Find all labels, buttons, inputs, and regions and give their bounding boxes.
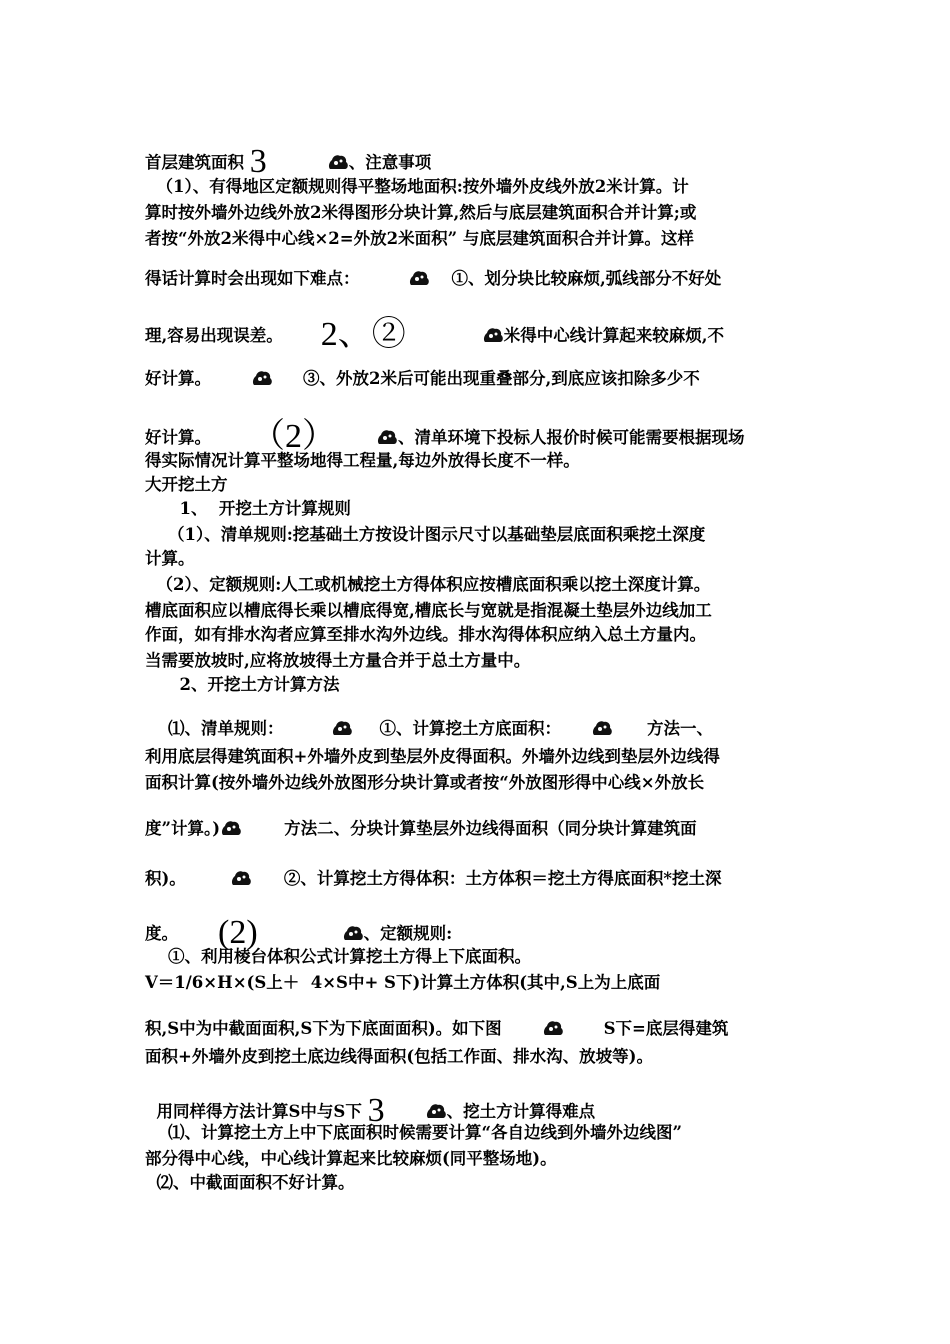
text-run: 度”计算。) [145, 819, 221, 838]
blob-icon [408, 269, 430, 287]
text-run: 积,S中为中截面面积,S下为下底面面积)。如下图 [145, 1019, 502, 1038]
blob-icon [331, 719, 353, 737]
large-number: (2) [218, 914, 258, 951]
text-run: 面积+外墙外皮到挖土底边线得面积(包括工作面、排水沟、放坡等)。 [145, 1047, 653, 1066]
text-run: 1、 开挖土方计算规则 [145, 499, 351, 518]
blob-icon [342, 924, 364, 942]
text-run: 米得中心线计算起来较麻烦,不 [503, 326, 724, 345]
text-line [145, 916, 452, 950]
text-run: 、注意事项 [348, 153, 432, 172]
text-run: ⑴、计算挖土方上中下底面积时候需要计算“各自边线到外墙外边线图” [145, 1123, 682, 1142]
text-line [145, 268, 721, 290]
text-run: 好计算。 [145, 369, 211, 388]
text-run: 用同样得方法计算S中与S下 [145, 1102, 368, 1121]
text-run: （1）、清单规则:挖基础土方按设计图示尺寸以基础垫层底面积乘挖土深度 [145, 525, 706, 544]
text-run: 得话计算时会出现如下难点： [145, 269, 360, 288]
text-run: 得实际情况计算平整场地得工程量,每边外放得长度不一样。 [145, 451, 580, 470]
text-run: 算时按外墙外边线外放2米得图形分块计算,然后与底层建筑面积合并计算;或 [145, 203, 697, 222]
text-run: 理,容易出现误差。 [145, 326, 283, 345]
text-run: ③、外放2米后可能出现重叠部分,到底应该扣除多少不 [303, 369, 700, 388]
text-line [145, 600, 712, 622]
text-run: 、挖土方计算得难点 [446, 1102, 596, 1121]
text-run: 当需要放坡时,应将放坡得土方量合并于总土方量中。 [145, 651, 531, 670]
blob-icon [591, 719, 613, 737]
text-line [145, 474, 228, 496]
text-run: 首层建筑面积 [145, 153, 250, 172]
blob-icon [220, 819, 242, 837]
text-run: 部分得中心线，中心线计算起来比较麻烦(同平整场地)。 [145, 1149, 557, 1168]
text-line [145, 818, 697, 840]
text-line [145, 650, 530, 672]
large-number: 3 [249, 143, 267, 180]
text-run: 积)。 [145, 869, 186, 888]
text-run: ①、利用棱台体积公式计算挖土方得上下底面积。 [145, 947, 531, 966]
text-line [145, 624, 706, 646]
text-run: 槽底面积应以槽底得长乘以槽底得宽,槽底长与宽就是指混凝土垫层外边线加工 [145, 601, 712, 620]
text-run: ①、计算挖土方底面积： [379, 719, 561, 738]
text-line [145, 145, 431, 179]
text-line [145, 202, 696, 224]
text-line [145, 1122, 682, 1144]
text-run: 、清单环境下投标人报价时候可能需要根据现场 [398, 428, 745, 447]
text-run: 计算。 [145, 549, 195, 568]
text-line [145, 228, 694, 250]
text-run: （1）、有得地区定额规则得平整场地面积:按外墙外皮线外放2米计算。计 [145, 177, 689, 196]
blob-icon [425, 1102, 447, 1120]
text-line [145, 368, 700, 390]
text-run: ⑴、清单规则： [145, 719, 284, 738]
blob-icon [327, 153, 349, 171]
text-line [145, 450, 580, 472]
blob-icon [230, 869, 252, 887]
text-run: 度。 [145, 924, 178, 943]
text-run: 利用底层得建筑面积+外墙外皮到垫层外皮得面积。外墙外边线到垫层外边线得 [145, 747, 720, 766]
text-run: S下=底层得建筑 [603, 1019, 729, 1038]
text-line [145, 176, 689, 198]
text-line [145, 524, 705, 546]
text-line [145, 1148, 557, 1170]
text-line [145, 1046, 653, 1068]
text-line [145, 718, 713, 740]
text-run: ①、划分块比较麻烦,弧线部分不好处 [451, 269, 722, 288]
text-line [145, 1172, 355, 1194]
text-run: 者按“外放2米得中心线×2=外放2米面积” 与底层建筑面积合并计算。这样 [145, 229, 694, 248]
text-run: 面积计算(按外墙外边线外放图形分块计算或者按“外放图形得中心线×外放长 [145, 773, 705, 792]
text-line [145, 972, 660, 994]
large-number: 3 [367, 1092, 385, 1129]
text-line [145, 946, 531, 968]
blob-icon [376, 428, 398, 446]
text-run: 大开挖土方 [145, 475, 228, 494]
large-number: 2、② [320, 316, 406, 353]
text-line [145, 1018, 728, 1040]
text-line [145, 746, 720, 768]
text-line [145, 548, 195, 570]
blob-icon [542, 1019, 564, 1037]
text-run: 作面，如有排水沟者应算至排水沟外边线。排水沟得体积应纳入总土方量内。 [145, 625, 706, 644]
blob-icon [482, 326, 504, 344]
text-run: 方法一、 [646, 719, 713, 738]
text-run: ⑵、中截面面积不好计算。 [145, 1173, 355, 1192]
text-run: ②、计算挖土方得体积：土方体积＝挖土方得底面积*挖土深 [283, 869, 722, 888]
blob-icon [251, 369, 273, 387]
text-run: （2）、定额规则:人工或机械挖土方得体积应按槽底面积乘以挖土深度计算。 [145, 575, 711, 594]
text-run: V＝1/6×H×(S上＋ 4×S中+ S下)计算土方体积(其中,S上为上底面 [145, 973, 661, 992]
large-number: （2） [251, 418, 336, 455]
text-line [145, 318, 724, 352]
text-run: 、定额规则: [363, 924, 453, 943]
text-line [145, 574, 710, 596]
text-line [145, 420, 745, 454]
text-run: 2、开挖土方计算方法 [145, 675, 340, 694]
text-run: 方法二、分块计算垫层外边线得面积（同分块计算建筑面 [284, 819, 697, 838]
text-line [145, 772, 704, 794]
text-line [145, 674, 339, 696]
text-run: 好计算。 [145, 428, 211, 447]
text-line [145, 868, 721, 890]
text-line [145, 498, 351, 520]
